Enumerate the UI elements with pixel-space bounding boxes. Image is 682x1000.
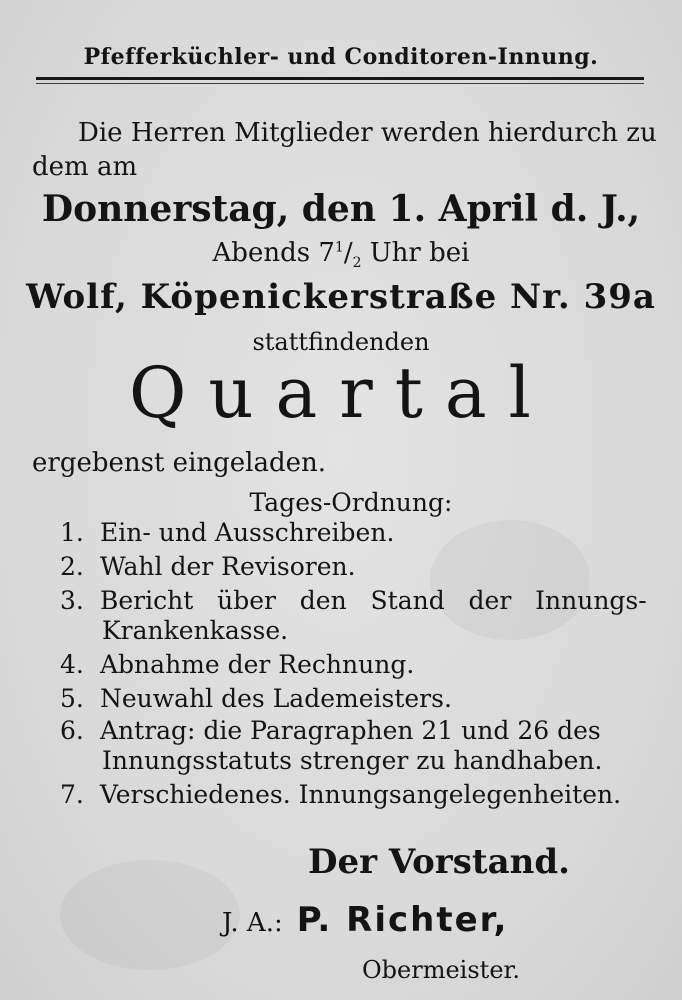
agenda-item-text: Neuwahl des Lademeisters. <box>100 684 452 713</box>
agenda-item-text: Antrag: die Paragraphen 21 und 26 des <box>100 716 601 745</box>
agenda-title: Tages-Ordnung: <box>249 488 453 517</box>
agenda-item-number: 6. <box>60 716 84 745</box>
signature-name: P. Richter, <box>296 900 509 940</box>
agenda-item <box>60 586 650 615</box>
agenda-item-number: 3. <box>60 586 84 615</box>
meeting-venue: Wolf, Köpenickerstraße Nr. 39a <box>26 277 656 317</box>
time-fraction-denominator: 2 <box>352 255 362 272</box>
time-prefix: Abends 7 <box>212 238 335 268</box>
meeting-date: Donnerstag, den 1. April d. J., <box>41 188 641 230</box>
agenda-item-text: Ein- und Ausschreiben. <box>100 518 395 547</box>
agenda-item <box>60 684 650 713</box>
signature-heading: Der Vorstand. <box>308 842 570 882</box>
intro-line-2: dem am <box>32 152 138 182</box>
agenda-item-number: 4. <box>60 650 84 679</box>
guild-header: Pfefferküchler- und Conditoren-Innung. <box>83 44 599 70</box>
agenda-item-text: Abnahme der Rechnung. <box>100 650 415 679</box>
agenda-item-number: 1. <box>60 518 84 547</box>
agenda-item-continuation: Krankenkasse. <box>102 616 289 645</box>
agenda-item-number: 5. <box>60 684 84 713</box>
header-rule-thick <box>36 77 644 80</box>
signatory-title: Obermeister. <box>362 956 520 984</box>
agenda-item-number: 7. <box>60 780 84 809</box>
agenda-item-text: Verschiedenes. Innungsangelegenheiten. <box>100 780 622 809</box>
signature-prefix: J. A.: <box>222 908 283 938</box>
header-rule-thin <box>36 83 644 84</box>
agenda-item-text: Wahl der Revisoren. <box>100 552 356 581</box>
agenda-item <box>60 650 650 679</box>
agenda-item <box>60 780 650 809</box>
event-title: Quartal <box>129 352 553 434</box>
intro-line-1: Die Herren Mitglieder werden hierdurch zu <box>78 118 657 148</box>
invitation-text: ergebenst eingeladen. <box>32 448 327 478</box>
signature-line <box>222 900 508 940</box>
stattfindenden-text: stattfindenden <box>252 328 430 356</box>
agenda-item <box>60 716 650 745</box>
agenda-item-number: 2. <box>60 552 84 581</box>
paper-stain <box>60 860 240 970</box>
time-fraction-numerator: 1 <box>334 239 344 256</box>
agenda-item <box>60 552 650 581</box>
meeting-time: Abends $7^1/_2$ Uhr bei <box>212 238 470 272</box>
time-suffix: Uhr bei <box>361 238 470 268</box>
agenda-item-continuation: Innungsstatuts strenger zu handhaben. <box>102 746 603 775</box>
agenda-item <box>60 518 650 547</box>
agenda-item-text: Bericht über den Stand der Innungs- <box>100 586 647 615</box>
